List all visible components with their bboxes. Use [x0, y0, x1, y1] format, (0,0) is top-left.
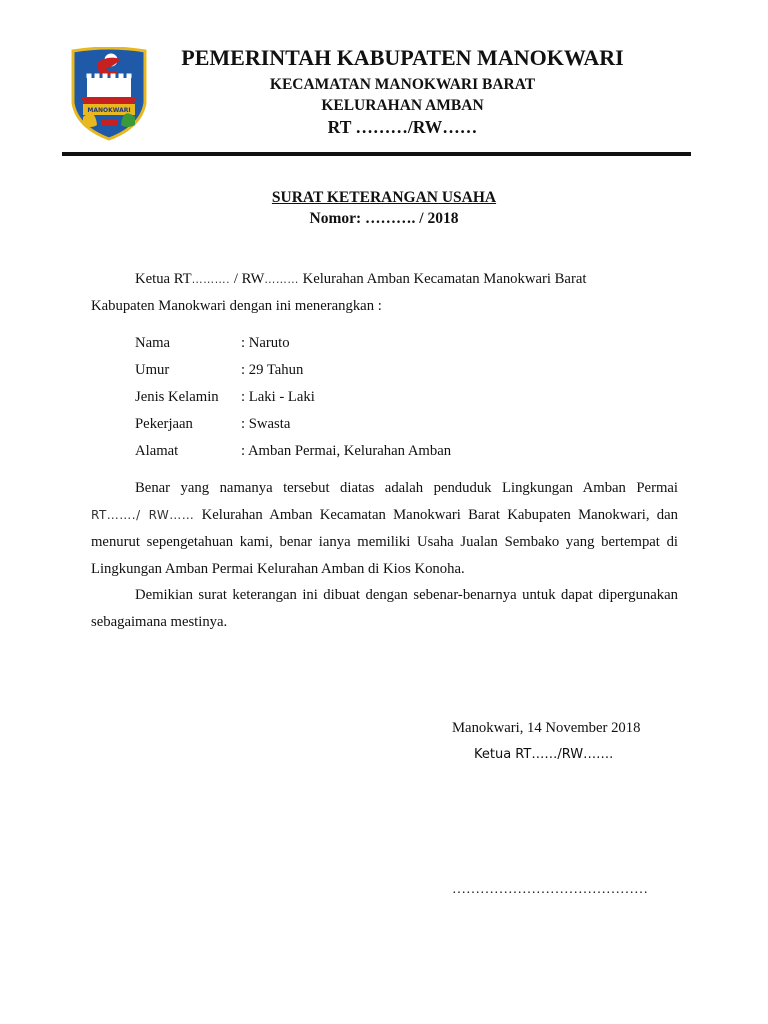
opening-line-1: [135, 271, 586, 288]
letterhead-rt-rw: RT ………/RW……: [327, 117, 478, 137]
letterhead-rule: [62, 152, 691, 156]
document-number: Nomor: ………. / 2018: [309, 210, 459, 227]
opening-kelurahan: Kelurahan Amban Kecamatan Manokwari Barat: [298, 271, 587, 287]
letterhead-title: PEMERINTAH KABUPATEN MANOKWARI: [181, 45, 624, 70]
opening-line-2: Kabupaten Manokwari dengan ini menerangkan :: [91, 298, 382, 314]
rt-dots: ……….: [191, 273, 231, 286]
field-label-alamat: Alamat: [135, 443, 179, 459]
paragraph-1-line-2-text: Kelurahan Amban Kecamatan Manokwari Barat Kabupaten Manokwari, dan: [201, 507, 679, 523]
svg-text:MANOKWARI: MANOKWARI: [87, 107, 131, 114]
field-value-jenis-kelamin: : Laki - Laki: [241, 389, 315, 405]
rw-dots: ………: [264, 273, 299, 286]
paragraph-2-line-1: Demikian surat keterangan ini dibuat dengan sebenar-benarnya untuk dapat dipergunakan: [135, 587, 678, 603]
paragraph-1-line-1: Benar yang namanya tersebut diatas adalah penduduk Lingkungan Amban Permai: [135, 480, 678, 496]
field-value-pekerjaan: : Swasta: [241, 416, 291, 432]
field-value-nama: : Naruto: [241, 335, 290, 351]
field-label-umur: Umur: [135, 362, 170, 378]
document-title: SURAT KETERANGAN USAHA: [271, 189, 497, 206]
signature-place-date: Manokwari, 14 November 2018: [452, 720, 641, 736]
signature-role: Ketua RT……/RW…….: [474, 747, 614, 762]
paragraph-1-line-3: menurut sepengetahuan kami, benar ianya memiliki Usaha Jualan Sembako yang bertempat di: [91, 534, 678, 550]
paragraph-2-line-2: sebagaimana mestinya.: [91, 614, 228, 630]
opening-rw: / RW: [230, 271, 265, 287]
field-label-jenis-kelamin: Jenis Kelamin: [135, 389, 219, 405]
letterhead-kelurahan: KELURAHAN AMBAN: [321, 97, 484, 114]
rt-rw-dots: RT……./ RW……: [91, 508, 195, 522]
paragraph-1-line-4: Lingkungan Amban Permai Kelurahan Amban di Kios Konoha.: [91, 561, 465, 577]
field-value-alamat: : Amban Permai, Kelurahan Amban: [241, 443, 452, 459]
paragraph-1-line-2: [91, 507, 678, 524]
opening-ketua-rt: Ketua RT: [135, 271, 192, 287]
field-label-pekerjaan: Pekerjaan: [135, 416, 193, 432]
signature-line: ……………………………………: [452, 882, 648, 897]
field-label-nama: Nama: [135, 335, 171, 351]
letterhead-kecamatan: KECAMATAN MANOKWARI BARAT: [269, 76, 536, 93]
field-value-umur: : 29 Tahun: [241, 362, 304, 378]
